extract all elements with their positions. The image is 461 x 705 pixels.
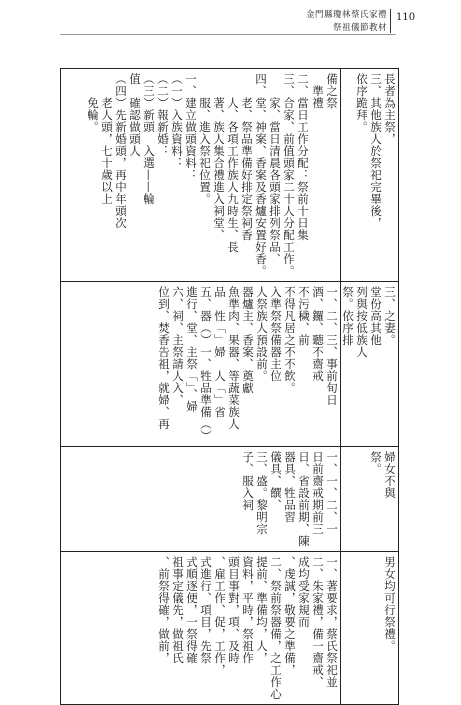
text-column: 二、朱家禮，備一齋戒、 [311,556,325,688]
row-1-left-cell [61,69,341,282]
header-rule [60,34,396,35]
header-separator [390,9,391,33]
text-column: 家、當日清晨各頭家排列祭品、 [268,73,282,265]
text-column: 著、族人集合禮進入祠堂、 [212,73,226,241]
text-column: 位到、焚香告祖，就婦、再 [157,286,171,430]
text-column: 式順逐便，一祭得確 [185,556,199,664]
text-column: 、虔誠，敬要之準備， [283,556,297,676]
text-column: 老人頭，七十歲以上 [100,73,114,205]
text-column: 祭。 [369,451,383,475]
text-column: 男女均可行祭禮。 [383,556,397,652]
row-4-left-cell [61,552,341,705]
row-2-right-cell [341,282,399,447]
text-column: 堂份高其他 [369,286,383,346]
text-column: 酒、鑼、聽不齋戒 [311,286,325,382]
text-column: 器具、牲品習 [283,451,297,523]
text-column: 準禮 [311,73,325,109]
text-column: 儀具、饌、 [269,451,283,511]
text-column: 三、盛。黎明宗 [255,451,269,535]
book-subtitle: 祭祖儀節教材 [332,23,387,33]
table-row [61,69,399,282]
row-4-right-text [343,556,396,700]
text-column: 婦女不與 [383,451,397,499]
text-column: 一、著要求，蔡氏祭祀並 [325,556,339,688]
text-column: 三、之妻。 [383,286,397,346]
text-column: 魚準肉、果器、等蔬菜族人 [227,286,241,430]
row-2-right-text [343,286,396,442]
text-column: 一、一、二、一 [325,451,339,535]
text-column: 祖事定儀先，做祖氏 [171,556,185,664]
text-column: （一）入族資料： [170,73,184,169]
text-column: 、雇工作、促，工作， [213,556,227,676]
text-column: 入準祭祭備器主位 [269,286,283,382]
page-number: 110 [396,12,416,23]
text-column: 祭。依序排 [341,286,355,346]
text-column: 頭目事對，項、及時 [227,556,241,664]
text-column: 成均受家規而 [297,556,311,628]
text-column: 六、祠、主祭請人入、 [171,286,185,406]
text-column: 子、服入祠 [241,451,255,511]
text-column: 品 性「」婦 人「」省 [213,286,227,418]
row-3-left-text [63,451,338,547]
text-column: 式進行、項目，先祭 [199,556,213,664]
book-title: 金門縣瓊林蔡氏家禮 [305,10,387,20]
text-column: 四、堂、神案、香案及香爐安置好香。 [254,73,268,277]
page-header [0,6,461,36]
text-column: 二、當日工作分配：祭前十日集 [296,73,310,241]
text-column: （二）報新婚： [156,73,170,157]
row-3-right-cell [341,447,399,552]
text-column: 值 確認做頭人 [128,73,142,157]
text-column: 免輪。 [86,73,100,133]
text-column: 五、器（）一、牲品準備（） [199,286,213,442]
text-column: 服、進入祭祀位置。 [198,73,212,205]
text-column: 列與按低族人 [355,286,369,358]
table-row [61,447,399,552]
text-column: 進行、堂、主祭「」、婦 [185,286,199,413]
ritual-table [60,68,399,705]
text-column: 一、二、三、事前旬日 [325,286,339,406]
text-column: 備之祭 [325,73,339,109]
row-1-right-text [343,73,396,277]
text-column: 長者為主祭， [383,73,397,145]
text-column: 日前齋戒期前三 [311,451,325,535]
table-row [61,282,399,447]
row-2-left-text [63,286,338,442]
text-column: 三、合家、前值頭家二十人分配工作。 [282,73,296,277]
text-column: 提前、準備均，人， [255,556,269,664]
row-4-right-cell [341,552,399,705]
text-column: 人、各項工作族人九時生、長 [226,73,240,253]
text-column: （三）新頭 入選——輪 [142,73,156,205]
text-column: 不污穢、前 [297,286,311,346]
text-column: 日、省設前期、陳 [297,451,311,547]
text-column: 人祭族人預設前。 [255,286,269,382]
row-3-right-text [343,451,396,547]
text-column: 、前祭得確，做前， [157,556,171,664]
text-column: 一、建立做頭資料： [184,73,198,181]
row-1-left-text [63,73,338,277]
row-1-right-cell [341,69,399,282]
text-column: 器爐主、香案、奠獻 [241,286,255,394]
text-column: 資料，平時，祭祖作 [241,556,255,664]
text-column: （四）先新婚頭，再中年頭次 [114,73,128,229]
text-column: 老、祭品準備好排定祭祠香 [240,73,254,241]
table-row [61,552,399,705]
row-2-left-cell [61,282,341,447]
text-column: 不得凡居之不不飲。 [283,286,297,394]
row-4-left-text [63,556,338,700]
row-3-left-cell [61,447,341,552]
text-column: 二、祭前祭器備，之工作心 [269,556,283,700]
text-column: 三、其他族人於祭祀完畢後， [369,73,383,229]
text-column: 依序跪拜。 [355,73,369,133]
